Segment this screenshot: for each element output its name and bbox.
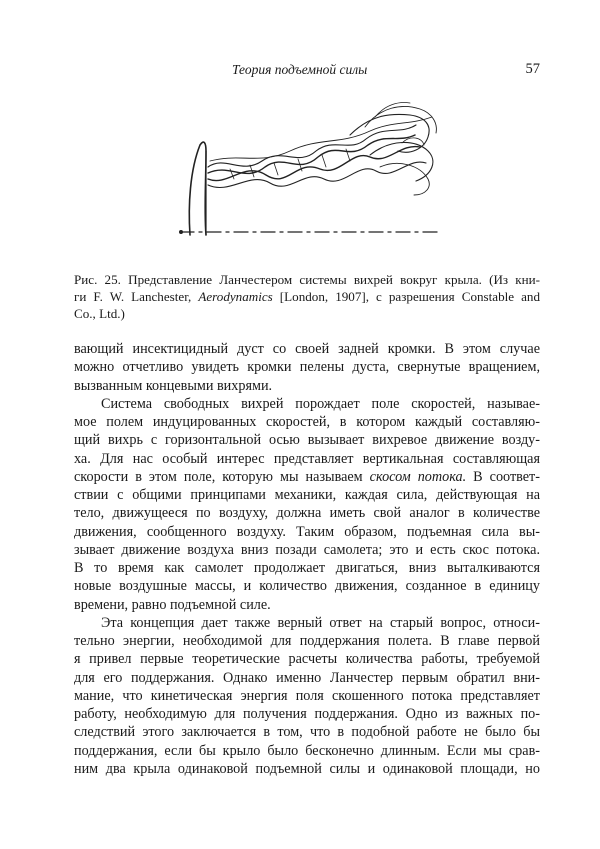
vortex-strand-2 bbox=[208, 147, 420, 181]
text-line: Эта концепция дает также верный ответ на старый вопрос, относи- bbox=[101, 614, 540, 631]
caption-line bbox=[74, 271, 540, 288]
text-line: Система свободных вихрей порождает поле скоростей, называе- bbox=[101, 395, 540, 412]
text-line: можно отчетливо увидеть кромки пелены дуста, свернутые вращением, bbox=[74, 359, 540, 376]
axis-start-point bbox=[179, 230, 183, 234]
caption-text: [London, 1907], с разрешения Constable and bbox=[272, 289, 541, 305]
text-line: работу, необходимую для получения поддержания. Одно из важных по- bbox=[74, 706, 540, 722]
lanchester-vortex-drawing bbox=[170, 95, 450, 255]
vortex-tail-2 bbox=[370, 142, 433, 181]
paragraph-2 bbox=[74, 395, 540, 614]
caption-text: Представление Ланчестером системы вихрей вокруг крыла. (Из кни- bbox=[120, 272, 540, 287]
running-title: Теория подъемной силы bbox=[232, 62, 368, 77]
text-line: ствии с общими принципами механики, каждая сила, действующая на bbox=[74, 487, 540, 503]
vortex-tail-4 bbox=[380, 163, 429, 195]
text-line: мое полем индуцированных скоростей, в котором каждый составляю- bbox=[74, 414, 540, 430]
caption-text: ги F. W. Lanchester, bbox=[74, 289, 199, 305]
text-run: В соответ- bbox=[466, 468, 540, 485]
caption-label: Рис. 25. bbox=[74, 272, 121, 287]
page-number: 57 bbox=[525, 61, 540, 77]
text-line: тело, движущееся по воздуху, должна иметь свой аналог в количестве bbox=[74, 505, 540, 522]
text-line: В то время как самолет продолжает двигаться, вниз выталкиваются bbox=[74, 560, 540, 576]
figure-caption bbox=[74, 271, 540, 323]
text-run: скорости в этом поле, которую мы называем bbox=[74, 468, 370, 485]
text-line: я привел первые теоретические расчеты количества работы, требуемой bbox=[74, 651, 540, 668]
wing-outline bbox=[189, 142, 206, 235]
term-emphasis: скосом потока. bbox=[369, 468, 467, 485]
text-line: ним два крыла одинаковой подъемной силы и одинаковой площади, но bbox=[74, 760, 540, 777]
text-line: мание, что кинетическая энергия поля скошенного потока представляет bbox=[74, 687, 540, 704]
text-line: движения, сообщенного воздуху. Таким образом, подъемная сила вы- bbox=[74, 523, 540, 540]
text-line: вающий инсектицидный дуст со своей задней кромки. В этом случае bbox=[74, 341, 540, 357]
text-line: следствий этого заключается в том, что в подобной работе не было бы bbox=[74, 724, 540, 741]
text-line: вызванным концевыми вихрями. bbox=[74, 377, 273, 394]
vortex-tail-6 bbox=[402, 138, 424, 145]
text-line: щий вихрь с горизонтальной осью вызывает вихревое движение возду- bbox=[74, 432, 540, 449]
paragraph-3 bbox=[74, 614, 540, 778]
text-line: для его поддержания. Однако именно Ланчестер первым обратил вни- bbox=[74, 669, 540, 686]
text-line: времени, равно подъемной силе. bbox=[74, 596, 271, 613]
vortex-system-figure bbox=[170, 95, 450, 255]
caption-line: Co., Ltd.) bbox=[74, 306, 125, 322]
text-line: поддержания, если бы крыло было бесконечно длинным. Если мы срав- bbox=[74, 742, 540, 759]
body-text bbox=[74, 340, 540, 778]
text-line: зывает движение воздуха вниз позади самолета; это и есть скос потока. bbox=[74, 541, 540, 558]
caption-book-title: Aerodynamics bbox=[198, 289, 273, 305]
caption-line bbox=[74, 288, 540, 305]
text-line: тельно энергии, необходимой для поддержания полета. В главе первой bbox=[74, 633, 540, 649]
text-line: новые воздушные массы, и количество движения, созданное в единицу bbox=[74, 578, 540, 595]
paragraph-1 bbox=[74, 340, 540, 395]
text-line: ха. Для нас особый интерес представляет вертикальная составляющая bbox=[74, 450, 540, 467]
text-line bbox=[74, 468, 540, 486]
running-header bbox=[74, 62, 540, 82]
